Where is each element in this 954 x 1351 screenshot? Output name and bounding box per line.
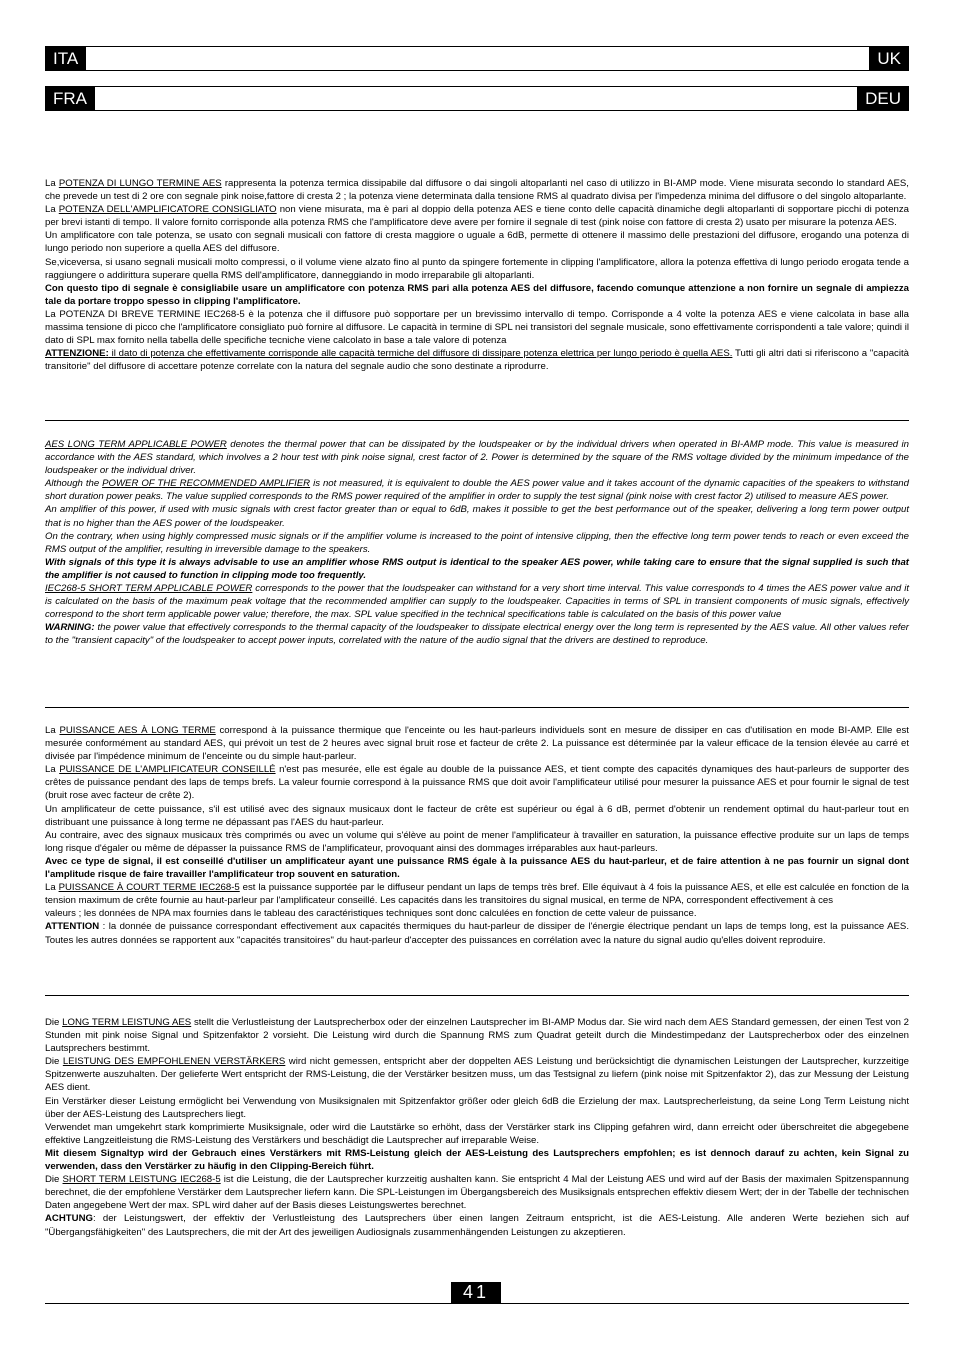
text-run: the power value that effectively corresponds to the thermal capacity of the loudspeaker to dissipate electrical energy over the long term is represented by the AES value. All other values refer to the "transient capacity" of the loudspeaker to accept power inputs, correlated with the nature of the audio signal that the drivers are destined to reproduce.	[45, 622, 909, 647]
language-bar-fra-deu	[45, 86, 909, 111]
fra-paragraph	[45, 763, 909, 802]
section-german	[45, 1016, 909, 1239]
ita-paragraph	[45, 203, 909, 229]
fra-paragraph: Un amplificateur de cette puissance, s'il est utilisé avec des signaux musicaux dont le facteur de crête est supérieur ou égal à 6 dB, permet d'obtenir un rendement optimal du haut-parleur tout en distribuant une puissance à long terme ne dépassant pas l'AES du haut-parleur.	[45, 803, 909, 828]
term-underlined: SHORT TERM LEISTUNG IEC268-5	[62, 1174, 221, 1186]
warning-label: ATTENTION	[45, 921, 100, 933]
text-run: ist die Leistung, die der Lautsprecher kurzzeitig aushalten kann. Sie entspricht 4 Mal der Leistung AES und wird auf der Basis der maximalen Spitzenspannung berechnet, die der empfohlene Verstärker dem Lautsprecher liefern kann. Die SPL-Leistungen im Übergangsbereich des Musiksignals entsprechen effektiv diesem Wert; der in der Tabelle der technischen Daten angegebene Wert der max. SPL wird daher auf der Basis dieses Leistungswertes berechnet.	[45, 1174, 909, 1212]
text-run: Die	[45, 1174, 63, 1186]
ita-paragraph: Un amplificatore con tale potenza, se usato con segnali musicali con fattore di cresta maggiore o uguale a 6dB, permette di ottenere il massimo delle prestazioni del diffusore, erogando una potenza di lungo periodo non superiore a quella AES del diffusore.	[45, 230, 909, 255]
text-run: Tutti gli altri dati si riferiscono a "capacità transitorie" del diffusore di accettare potenze correlate con la natura del segnale audio che sono destinate a riprodurre.	[45, 348, 909, 373]
deu-paragraph	[45, 1055, 909, 1094]
text-run: Although the	[45, 478, 103, 490]
text-run: : la donnée de puissance correspondant effectivement aux capacités thermiques du haut-parleur de dissiper de l'énergie électrique pendant un laps de temps long, est la puissance AES. Toutes les autres données se rapportent aux "capacités transitoires" du haut-parleur d'accepter des puissances en corrélation avec la nature du signal audio qu'elles doivent reproduire.	[45, 921, 909, 946]
fra-paragraph: Au contraire, avec des signaux musicaux très comprimés ou avec un volume qui s'élève au point de mener l'amplificateur à travailler en saturation, la puissance effective produite sur un laps de temps long risque d'égaler ou même de dépasser la puissance RMS de l'amplificateur, provoquant ainsi des dommages irréparables aux haut-parleurs.	[45, 829, 909, 854]
deu-paragraph-bold: Mit diesem Signaltyp wird der Gebrauch eines Verstärkers mit RMS-Leistung gleich der AES-Leistung des Lautsprechers empfohlen; es ist dennoch darauf zu achten, kein Signal zu verwenden, dass den Verstärker zu häufig in den Clipping-Bereich führt.	[45, 1147, 909, 1173]
ita-paragraph: Se,viceversa, si usano segnali musicali molto compressi, o il volume viene alzato fino al punto da spingere fortemente in clipping l'amplificatore, allora la potenza effettiva di lungo periodo erogata tende a raggiungere o addirittura superare quella RMS dell'amplificatore, danneggiando in modo irreparabile gli altoparlanti.	[45, 256, 909, 281]
text-run: wird nicht gemessen, entspricht aber der doppelten AES Leistung und berücksichtigt die dynamischen Leistungen der Lautsprecher, kurzzeitige Spitzenwerte auszuhalten. Der gelieferte Wert entspricht der RMS-Leistung, die der Verstärker besitzen muss, um das Testsignal zu liefern (pink noise mit Spitzenfaktor 2), das zur Messung der Leistung AES dient.	[45, 1056, 910, 1094]
divider-1	[45, 420, 909, 421]
text-run: correspond à la puissance thermique que l'enceinte ou les haut-parleurs individuels sont en mesure de dissiper en cas d'utilisation en mode BI-AMP. Elle est mesurée conformément au standard AES, qui prévoit un test de 2 heures avec signal bruit rose et facteur de crête 2. La puissance est déterminée par la valeur efficace de la tension élevée au carré et divisée par l'impédence minimum de l'enceinte ou du simple haut-parleur.	[45, 725, 909, 763]
text-run: Die	[45, 1017, 63, 1028]
text-run: n'est pas mesurée, elle est égale au double de la puissance AES, et tient compte des capacités dynamiques des haut-parleurs de supporter des crêtes de puissance pendant des laps de temps brefs. La valeur fournie correspond à la puissance RMS que doit avoir l'amplificateur utilisé pour mesurer la puissance AES et pour fournir le signal de test (bruit rose avec facteur de crête 2).	[45, 764, 910, 802]
text-run: La	[45, 178, 59, 189]
uk-paragraph: On the contrary, when using highly compressed music signals or if the amplifier volume is increased to the point of intensive clipping, then the effective long term power tends to reach or even exceed the RMS output of the amplifier, resulting in irreversible damage to the speakers.	[45, 530, 909, 555]
uk-paragraph	[45, 582, 909, 621]
text-run: Die	[45, 1056, 63, 1068]
text-run: rappresenta la potenza termica dissipabile dal diffusore o dai singoli altoparlanti nel caso di utilizzo in BI-AMP mode. Viene misurata secondo lo standard AES, che prevede un test di 2 ore con segnale pink noise,fattore di cresta 2 ; la potenza viene determinata dalla tensione RMS al quadrato divisa per l'impedenza minima del diffusore o del singolo altoparlante.	[45, 178, 909, 203]
language-tag-ita: ITA	[45, 46, 86, 71]
text-run: La	[45, 725, 60, 736]
term-underlined: IEC268-5 SHORT TERM APPLICABLE POWER	[45, 583, 253, 595]
divider-2	[45, 707, 909, 708]
ita-warning	[45, 347, 909, 373]
language-tag-deu: DEU	[857, 86, 909, 111]
language-tag-fra: FRA	[45, 86, 95, 111]
section-french	[45, 724, 909, 947]
deu-paragraph: Verwendet man umgekehrt stark komprimierte Musiksignale, oder wird die Lautstärke so erhöht, dass der Verstärker stark ins Clipping gefahren wird, dann erreicht oder überschreitet die abgegebene effektive Langzeitleistung die RMS-Leistung des Verstärkers und beschädigt die Lautsprecher auf irreparable Weise.	[45, 1121, 909, 1146]
section-italian	[45, 177, 909, 373]
uk-paragraph	[45, 477, 909, 503]
text-run: est la puissance supportée par le diffuseur pendant un laps de temps très bref. Elle équivaut à 4 fois la puissance AES, et elle est calculée en fonction de la tension maximum de crête fournie au haut-parleur par l'amplificateur conseillé. Les capacités dans les transitoires du signal musical, en terme de NPA, correspondent effectivement à ces	[45, 882, 910, 907]
term-underlined: PUISSANCE À COURT TERME IEC268-5	[58, 882, 240, 894]
fra-paragraph	[45, 881, 909, 907]
term-underlined: il dato di potenza che effettivamente corrisponde alle capacità termiche del diffusore di dissipare potenza elettrica per lungo periodo è quella AES.	[108, 348, 733, 360]
ita-paragraph: La POTENZA DI BREVE TERMINE IEC268-5 è la potenza che il diffusore può sopportare per un brevissimo intervallo di tempo. Corrisponde a 4 volte la potenza AES e viene calcolata in base alla massima tensione di picco che l'amplificatore consigliato può fornire al diffusore. Le capacità in termine di SPL nei transistori del segnale musicale, sono effettivamente corrispondenti a tale valore; quindi il dato di SPL max fornito nella tabella delle specifiche tecniche viene calcolato in base a tale valore di potenza	[45, 308, 909, 347]
term-underlined: POTENZA DELL'AMPLIFICATORE CONSIGLIATO	[58, 204, 277, 216]
deu-warning	[45, 1212, 909, 1238]
fra-paragraph-bold: Avec ce type de signal, il est conseillé d'utiliser un amplificateur ayant une puissance RMS égale à la puissance AES du haut-parleur, et de faire attention à ne pas fournir un signal dont l'amplitude risque de faire travailler l'amplificateur trop souvent en saturation.	[45, 855, 909, 881]
text-run: stellt die Verlustleistung der Lautsprecherbox oder der einzelnen Lautsprecher im BI-AMP Modus dar. Sie wird nach dem AES Standard gemessen, der einen Test von 2 Stunden mit pink noise Signal und Spitzenfaktor 2 vorsieht. Die Leistung wird durch die Spannung RMS zum Quadrat geteilt durch die Mindestimpedanz der Lautsprecherbox oder des einzelnen Lautsprechers bestimmt.	[45, 1017, 909, 1055]
language-tag-uk: UK	[869, 46, 909, 71]
fra-warning	[45, 920, 909, 946]
uk-paragraph-bold: With signals of this type it is always advisable to use an amplifier whose RMS output is identical to the speaker AES power, while taking care to ensure that the signal supplied is such that the amplifier is not caused to function in clipping mode too frequently.	[45, 556, 909, 581]
section-english	[45, 438, 909, 648]
text-run: La	[45, 204, 59, 216]
divider-3	[45, 995, 909, 996]
language-bar-ita-uk	[45, 46, 909, 71]
uk-warning	[45, 621, 909, 647]
text-run: La	[45, 764, 60, 776]
ita-paragraph	[45, 177, 909, 203]
warning-label: WARNING:	[45, 622, 95, 634]
ita-paragraph-bold: Con questo tipo di segnale è consigliabile usare un amplificatore con potenza RMS pari alla potenza AES del diffusore, facendo comunque attenzione a non fornire un segnale di ampiezza tale da portare troppo spesso in clipping l'amplificatore.	[45, 282, 909, 307]
term-underlined: LEISTUNG DES EMPFOHLENEN VERSTÄRKERS	[62, 1056, 286, 1068]
fra-paragraph: valeurs ; les données de NPA max fournies dans le tableau des caractéristiques techniques sont donc calculées en fonction de cette valeur de puissance.	[45, 908, 697, 920]
warning-label: ACHTUNG	[45, 1213, 93, 1225]
text-run: corresponds to the power that the loudspeaker can withstand for a very short time interval. This value corresponds to 4 times the AES power value and it is calculated on the basis of the maximum peak voltage that the recommended amplifier can supply to the loudspeaker. Capacities in terms of SPL in transient components of music signals, effectively correspond to the short term applicable power value; therefore, the max. SPL value specified in the technical specifications table is calculated on the basis of this power value	[45, 583, 909, 621]
text-run: is not measured, it is equivalent to double the AES power value and it takes account of the dynamic capacities of the speakers to withstand short duration power peaks. The value supplied corresponds to the RMS power required of the amplifier in order to supply the test signal (pink noise with crest factor 2) utilised to measure AES power.	[45, 478, 909, 503]
uk-paragraph	[45, 438, 909, 477]
term-underlined: PUISSANCE DE L'AMPLIFICATEUR CONSEILLÉ	[59, 764, 276, 776]
text-run: non viene misurata, ma è pari al doppio della potenza AES e tiene conto delle capacità dinamiche degli altoparlanti di sopportare picchi di potenza per brevi istanti di tempo. Il valore fornito corrisponde alla potenza RMS che l'amplificatore deve avere per fornire il segnale di test (pink noise con fattore di cresta 2) usato per misurare la potenza AES.	[45, 204, 910, 229]
footer-rule	[45, 1303, 909, 1304]
deu-paragraph	[45, 1173, 909, 1212]
term-underlined: POTENZA DI LUNGO TERMINE AES	[58, 178, 222, 189]
deu-paragraph: Ein Verstärker dieser Leistung ermöglicht bei Verwendung von Musiksignalen mit Spitzenfaktor größer oder gleich 6dB die Erzielung der max. Lautsprecherleistung, da seine Long Term Leistung nicht über der AES-Leistung des Lautsprechers liegt.	[45, 1095, 909, 1120]
fra-paragraph	[45, 724, 909, 763]
term-underlined: POWER OF THE RECOMMENDED AMPLIFIER	[102, 478, 311, 490]
page-number: 41	[451, 1282, 501, 1303]
text-run: denotes the thermal power that can be dissipated by the loudspeaker or by the individual drivers when operated in BI-AMP mode. This value is measured in accordance with the AES standard, which involves a 2 hour test with pink noise signal, crest factor of 2. Power is determined by the square of the RMS voltage divided by the minimum impedance of the loudspeaker or the individual driver.	[45, 439, 910, 477]
text-run: La	[45, 882, 59, 894]
term-underlined: LONG TERM LEISTUNG AES	[62, 1017, 192, 1028]
term-underlined: PUISSANCE AES À LONG TERME	[59, 725, 216, 736]
term-underlined: AES LONG TERM APPLICABLE POWER	[45, 439, 227, 450]
deu-paragraph	[45, 1016, 909, 1055]
warning-label: ATTENZIONE:	[45, 348, 109, 360]
uk-paragraph: An amplifier of this power, if used with music signals with crest factor greater than or equal to 6dB, makes it possible to get the best performance out of the speaker, delivering a long term power output that is no higher than the AES power of the loudspeaker.	[45, 504, 909, 529]
text-run: : der Leistungswert, der effektiv der Verlustleistung des Lautsprechers über einen langen Zeitraum entspricht, ist die AES-Leistung. Alle anderen Werte beziehen sich auf "Übergangsfähigkeiten" des Lautsprechers, die mit der Art des jeweiligen Audiosignals zusammenhängenden Leistungen zu akzeptieren.	[45, 1213, 909, 1238]
